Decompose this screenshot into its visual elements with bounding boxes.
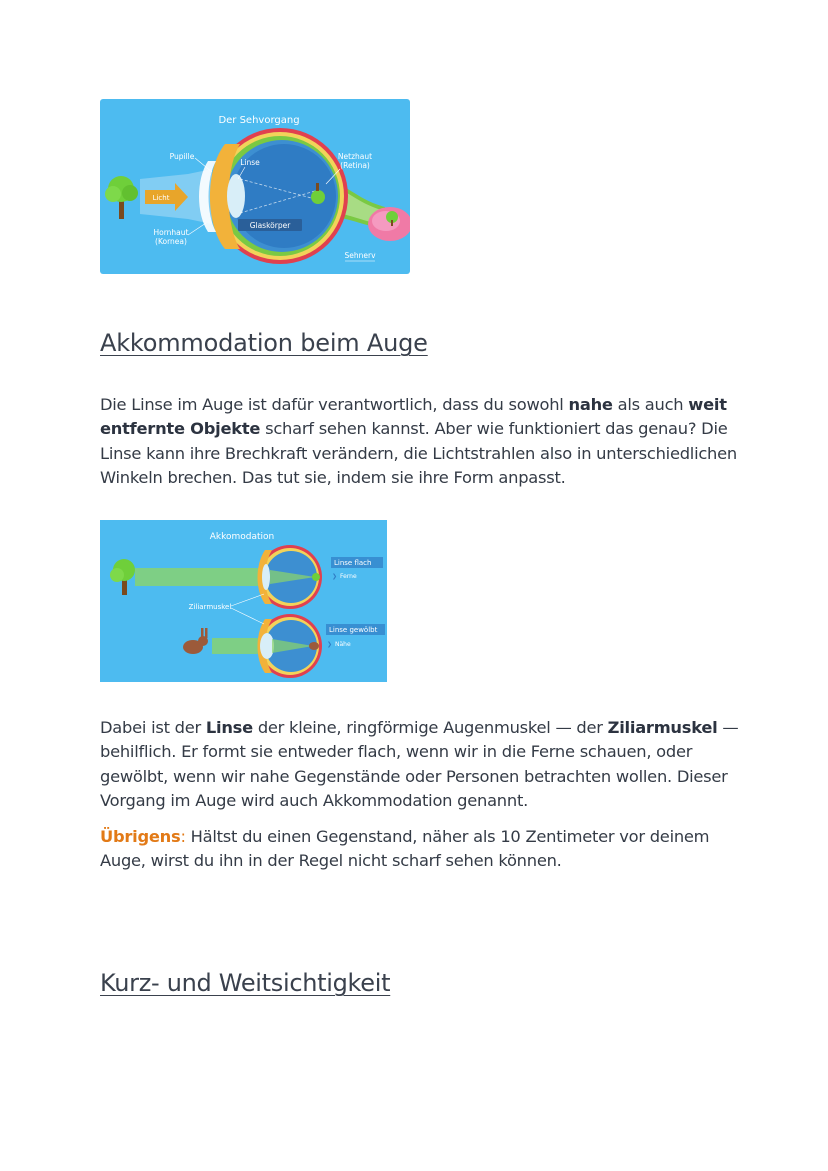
diagram-background bbox=[100, 520, 387, 682]
diagram-title: Der Sehvorgang bbox=[218, 115, 300, 126]
text-span: Dabei ist der bbox=[100, 718, 206, 737]
chevron-right-icon: ❯ bbox=[332, 573, 338, 580]
text-span: Hältst du einen Gegenstand, näher als 10 Zentimeter vor deinem Auge, wirst du ihn in der Regel nicht scharf sehen können. bbox=[100, 827, 710, 871]
text-span: scharf sehen kannst. Aber wie funktioniert das genau? Die Linse kann ihre Brechkraft verändern, die Lichtstrahlen also in unterschiedlichen Winkeln brechen. Das tut sie, indem sie ihre Form anpasst. bbox=[100, 419, 737, 488]
chevron-right-icon: ❯ bbox=[327, 641, 333, 648]
label-sehnerv: Sehnerv bbox=[344, 251, 376, 260]
paragraph-ziliarmuskel bbox=[100, 716, 740, 814]
label-kornea: (Kornea) bbox=[155, 237, 187, 246]
label-naehe: Nähe bbox=[335, 641, 351, 648]
accommodation-diagram-svg bbox=[100, 520, 387, 682]
label-glaskoerper: Glaskörper bbox=[249, 221, 291, 230]
bold-ziliarmuskel: Ziliarmuskel bbox=[607, 718, 718, 737]
label-ziliarmuskel: Ziliarmuskel bbox=[188, 603, 232, 611]
text-span: Die Linse im Auge ist dafür verantwortlich, dass du sowohl bbox=[100, 395, 569, 414]
text-span: der kleine, ringförmige Augenmuskel — der bbox=[252, 718, 608, 737]
label-linse: Linse bbox=[240, 158, 260, 167]
label-pupille: Pupille bbox=[169, 152, 195, 161]
label-retina: (Retina) bbox=[340, 161, 370, 170]
uebrigens-colon: : bbox=[180, 827, 186, 846]
bold-nahe: nahe bbox=[568, 395, 613, 414]
bold-weit-entfernte-objekte: weit entfernte Objekte bbox=[100, 395, 727, 439]
eye-diagram-sehvorgang bbox=[100, 99, 410, 274]
label-linse-flach: Linse flach bbox=[334, 559, 372, 567]
text-span: als auch bbox=[612, 395, 689, 414]
lens bbox=[227, 174, 245, 218]
eye-diagram-akkomodation bbox=[100, 520, 387, 682]
section-heading-kurz-weitsichtigkeit: Kurz- und Weitsichtigkeit bbox=[100, 969, 391, 997]
text-span: — behilflich. Er formt sie entweder flach, wenn wir in die Ferne schauen, oder gewölbt, wenn wir nahe Gegenstände oder Personen betrachten wollen. Dieser Vorgang im Auge wird auch Akkommodation genannt. bbox=[100, 718, 739, 811]
label-ferne: Ferne bbox=[340, 573, 357, 580]
paragraph-uebrigens bbox=[100, 825, 740, 874]
paragraph-linse-intro bbox=[100, 393, 740, 491]
light-beam-far bbox=[135, 568, 265, 586]
label-netzhaut: Netzhaut bbox=[337, 152, 373, 161]
label-linse-gewoelbt: Linse gewölbt bbox=[329, 626, 378, 634]
section-heading-akkommodation: Akkommodation beim Auge bbox=[100, 329, 428, 357]
eye-diagram-svg bbox=[100, 99, 410, 274]
bold-linse: Linse bbox=[205, 718, 253, 737]
label-hornhaut: Hornhaut bbox=[153, 228, 189, 237]
diagram-title: Akkomodation bbox=[209, 532, 275, 542]
uebrigens-label: Übrigens bbox=[100, 827, 181, 846]
lens-flat bbox=[262, 564, 270, 590]
lens-curved bbox=[260, 633, 274, 659]
brain-icon bbox=[368, 207, 410, 241]
svg-text:Licht: Licht bbox=[152, 194, 170, 202]
